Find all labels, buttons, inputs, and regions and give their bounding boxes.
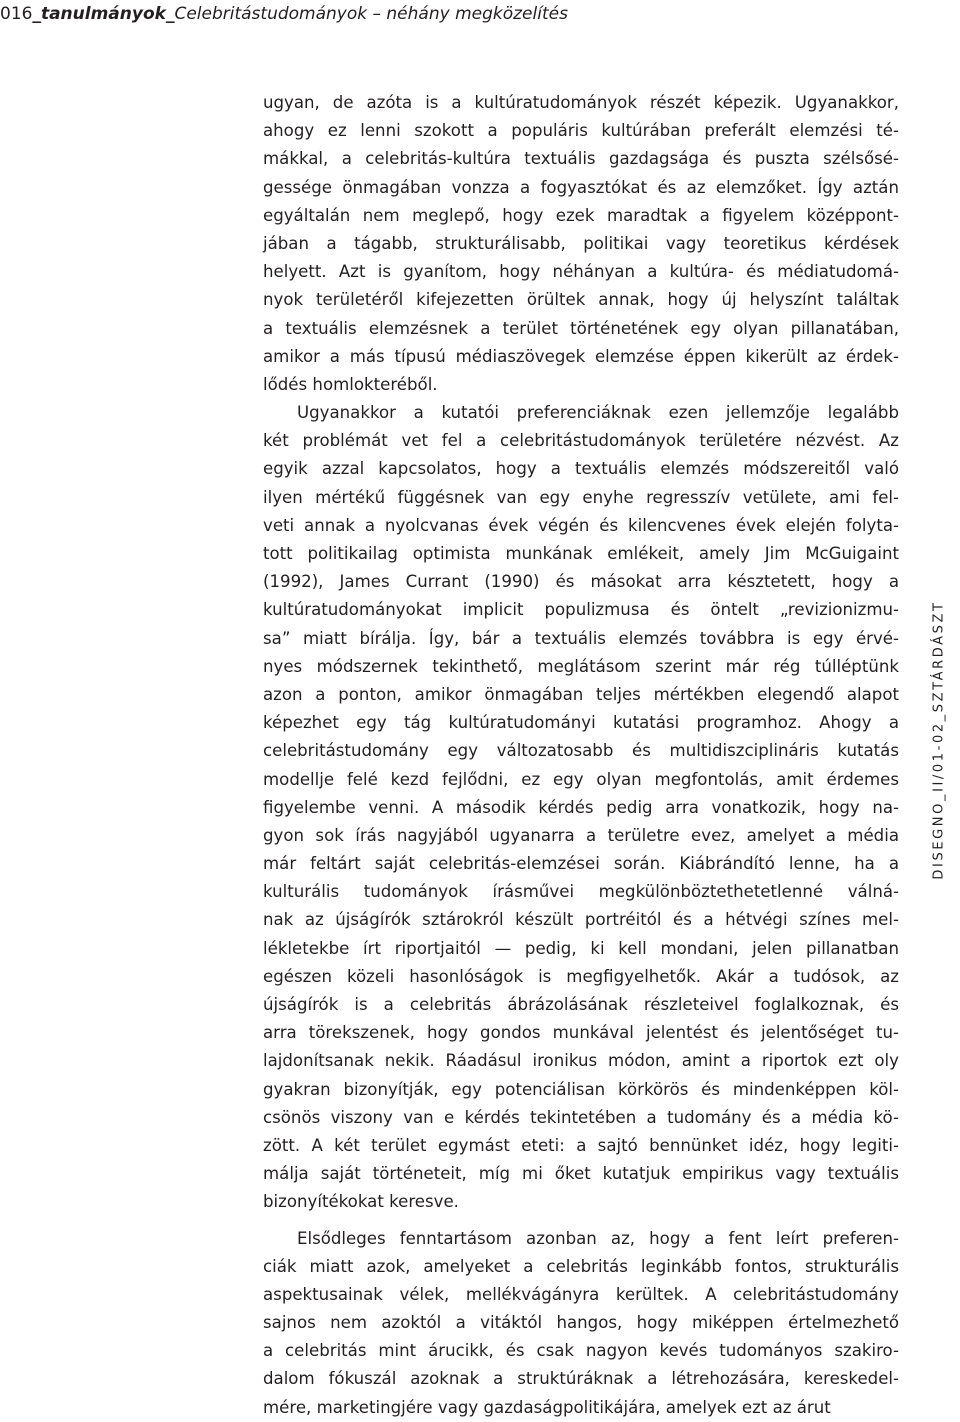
text-line: egyik azzal kapcsolatos, hogy a textuális elemzés módszereitől való [263, 459, 899, 479]
text-line: gyon sok írás nagyjából ugyanarra a területre evez, amelyet a média [263, 825, 899, 845]
side-label-container [926, 590, 952, 890]
text-line: celebritástudomány egy változatosabb és multidiszciplináris kutatás [263, 741, 899, 761]
text-line: bizonyítékokat keresve. [263, 1192, 459, 1212]
text-line: nyes módszernek tekinthető, meglátásom szerint már rég túlléptünk [263, 656, 899, 676]
text-line: egyáltalán nem meglepő, hogy ezek maradtak a figyelem középpont- [263, 205, 899, 225]
paragraph-gap [263, 1217, 899, 1225]
text-line: sa” miatt bírálja. Így, bár a textuális elemzés továbbra is egy érvé- [263, 628, 899, 648]
text-line: már feltárt saját celebritás-elemzései során. Kiábrándító lenne, ha a [263, 854, 899, 874]
text-line: málja saját történeteit, míg mi őket kutatjuk empirikus vagy textuális [263, 1164, 899, 1184]
text-line: figyelembe venni. A második kérdés pedig arra vonatkozik, hogy na- [263, 797, 899, 817]
text-line: amikor a más típusú médiaszövegek elemzése éppen kikerült az érdek- [263, 346, 899, 366]
text-line: lajdonítsanak nekik. Ráadásul ironikus módon, amint a riportok ezt oly [263, 1051, 899, 1071]
text-line: ciák miatt azok, amelyeket a celebritás leginkább fontos, strukturális [263, 1256, 899, 1276]
text-line: újságírók is a celebritás ábrázolásának részleteivel foglalkoznak, és [263, 995, 899, 1014]
text-line: tott politikailag optimista munkának emlékeit, amely Jim McGuigaint [263, 544, 899, 563]
text-line: gyakran bizonyítják, egy potenciálisan körkörös és mindenképpen köl- [263, 1079, 899, 1099]
text-line: képezhet egy tág kultúratudományi kutatási programhoz. Ahogy a [263, 713, 899, 733]
text-line: helyett. Azt is gyanítom, hogy néhányan a kultúra- és médiatudomá- [263, 262, 899, 282]
text-line: ugyan, de azóta is a kultúratudományok részét képezik. Ugyanakkor, [263, 93, 899, 112]
text-line: mére, marketingjére vagy gazdaságpolitikájára, amelyek ezt az árut [263, 1397, 831, 1417]
paragraph [263, 89, 899, 399]
text-line: lődés homlokteréből. [263, 374, 438, 394]
text-line: azon a ponton, amikor önmagában teljes mértékben elegendő alapot [263, 684, 899, 704]
section-label: _tanulmányok_ [32, 4, 175, 24]
running-title: Celebritástudományok – néhány megközelítés [174, 4, 568, 24]
page-number: 016 [0, 4, 33, 24]
text-line: zött. A két terület egymást eteti: a sajtó bennünket idéz, hogy legiti- [263, 1135, 899, 1155]
text-line: aspektusainak vélek, mellékvágányra kerültek. A celebritástudomány [263, 1284, 899, 1304]
text-line: nyok területéről kifejezetten örültek annak, hogy új helyszínt találtak [263, 290, 899, 310]
text-line: ahogy ez lenni szokott a populáris kultúrában preferált elemzési té- [263, 121, 899, 141]
text-line: (1992), James Currant (1990) és másokat arra késztetett, hogy a [263, 572, 899, 592]
text-line: nak az újságírók sztárokról készült portréitól és a hétvégi színes mel- [263, 910, 899, 930]
text-line: kulturális tudományok írásművei megkülönböztethetetlenné válná- [263, 882, 899, 902]
text-line: egészen közeli hasonlóságok is megfigyelhetők. Akár a tudósok, az [263, 966, 899, 986]
paragraph [263, 399, 899, 1216]
text-line: veti annak a nyolcvanas évek végén és kilencvenes évek elején folyta- [263, 515, 899, 535]
text-line: lékletekbe írt riportjaitól — pedig, ki kell mondani, jelen pillanatban [263, 938, 899, 958]
article-body [263, 89, 899, 1422]
text-line: Ugyanakkor a kutatói preferenciáknak ezen jellemzője legalább [297, 403, 899, 423]
text-line: ilyen mértékű függésnek van egy enyhe regresszív vetülete, ami fel- [263, 487, 899, 507]
text-line: jában a tágabb, strukturálisabb, politikai vagy teoretikus kérdések [263, 233, 899, 253]
paragraph [263, 1225, 899, 1422]
journal-side-label: DISEGNO_II/01-02_SZTÁRDÁSZT [931, 600, 947, 880]
text-line: modellje felé kezd fejlődni, ez egy olyan megfontolás, amit érdemes [263, 769, 899, 789]
text-line: kultúratudományokat implicit populizmusa és öntelt „revizionizmu- [263, 600, 899, 620]
text-line: a textuális elemzésnek a terület történetének egy olyan pillanatában, [263, 318, 899, 338]
text-line: sajnos nem azoktól a vitáktól hangos, hogy miképpen értelmezhető [263, 1313, 899, 1333]
text-line: mákkal, a celebritás-kultúra textuális gazdagsága és puszta szélsősé- [263, 149, 899, 169]
text-line: a celebritás mint árucikk, és csak nagyon kevés tudományos szakiro- [263, 1341, 899, 1361]
text-line: két problémát vet fel a celebritástudományok területére nézvést. Az [263, 431, 899, 451]
text-line: gessége önmagában vonzza a fogyasztókat és az elemzőket. Így aztán [263, 177, 899, 197]
text-line: dalom fókuszál azoknak a struktúráknak a létrehozására, kereskedel- [263, 1369, 899, 1389]
text-line: arra törekszenek, hogy gondos munkával jelentést és jelentőséget tu- [263, 1023, 899, 1043]
text-line: Elsődleges fenntartásom azonban az, hogy a fent leírt preferen- [297, 1228, 899, 1248]
text-line: csönös viszony van e kérdés tekintetében a tudomány és a média kö- [263, 1107, 899, 1127]
running-header [0, 4, 568, 24]
